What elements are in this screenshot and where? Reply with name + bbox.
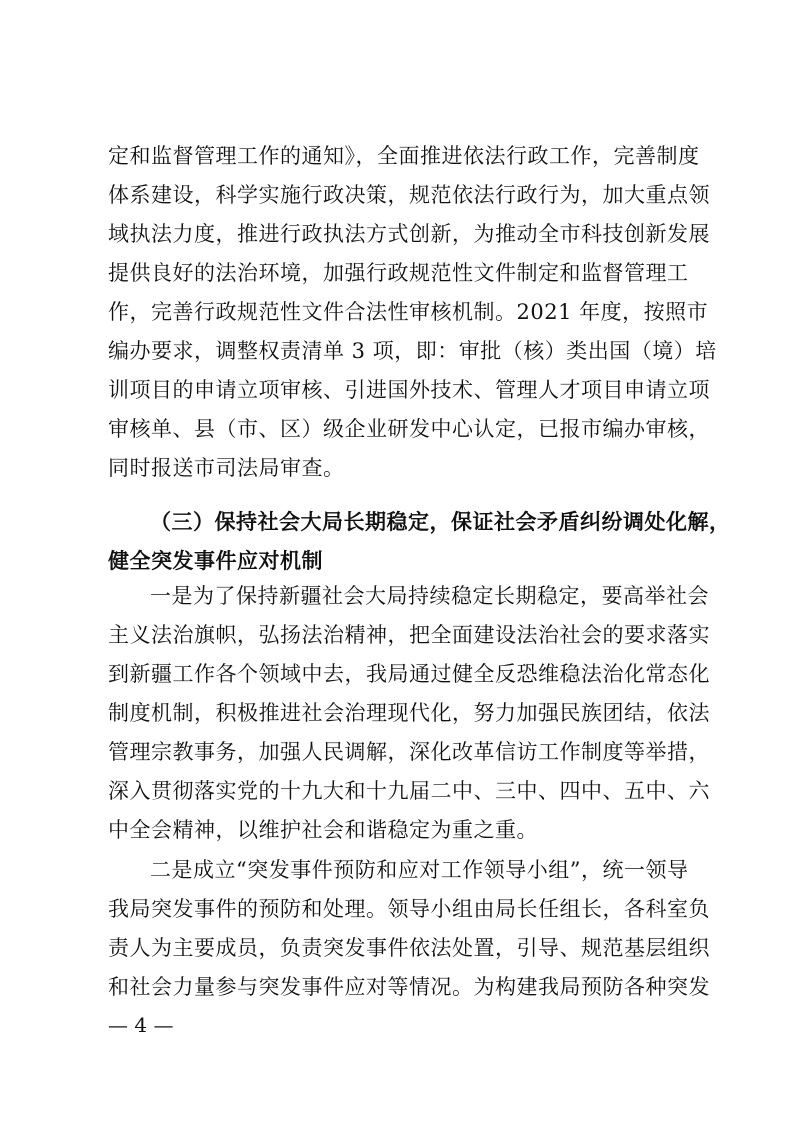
text-line: 定和监督管理工作的通知》，全面推进依法行政工作，完善制度: [108, 144, 700, 168]
text-line: 同时报送市司法局审查。: [108, 456, 345, 480]
text-line: 域执法力度，推进行政执法方式创新，为推动全市科技创新发展: [108, 222, 710, 246]
text-line: 和社会力量参与突发事件应对等情况。为构建我局预防各种突发: [108, 975, 710, 999]
paragraph-emergency-response: [108, 851, 710, 1007]
heading-line: （三）保持社会大局长期稳定，保证社会矛盾纠纷调处化解，: [150, 510, 731, 534]
text-line: 我局突发事件的预防和处理。领导小组由局长任组长，各科室负: [108, 897, 710, 921]
paragraph-legal-administration: [108, 137, 717, 488]
text-line: 编办要求，调整权责清单 3 项，即：审批（核）类出国（境）培: [108, 339, 717, 363]
text-line: 深入贯彻落实党的十九大和十九届二中、三中、四中、五中、六: [108, 779, 710, 803]
section-heading: [108, 503, 731, 581]
paragraph-social-stability: [108, 577, 710, 850]
text-line: 到新疆工作各个领域中去，我局通过健全反恐维稳法治化常态化: [108, 662, 710, 686]
text-line: 训项目的申请立项审核、引进国外技术、管理人才项目申请立项: [108, 378, 710, 402]
text-line: 体系建设，科学实施行政决策，规范依法行政行为，加大重点领: [108, 183, 710, 207]
text-line: 提供良好的法治环境，加强行政规范性文件制定和监督管理工: [108, 261, 689, 285]
text-line: 责人为主要成员，负责突发事件依法处置，引导、规范基层组织: [108, 936, 710, 960]
text-line: 制度机制，积极推进社会治理现代化，努力加强民族团结，依法: [108, 701, 710, 725]
page-number: — 4 —: [108, 1013, 174, 1037]
text-line: 作，完善行政规范性文件合法性审核机制。2021 年度，按照市: [108, 300, 709, 324]
text-line: 中全会精神，以维护社会和谐稳定为重之重。: [108, 818, 538, 842]
text-line: 审核单、县（市、区）级企业研发中心认定，已报市编办审核，: [108, 417, 710, 441]
text-line: 管理宗教事务，加强人民调解，深化改革信访工作制度等举措，: [108, 740, 710, 764]
text-line: 主义法治旗帜，弘扬法治精神，把全面建设法治社会的要求落实: [108, 623, 710, 647]
text-line: 二是成立“突发事件预防和应对工作领导小组”，统一领导: [150, 858, 689, 882]
heading-line: 健全突发事件应对机制: [108, 549, 323, 573]
text-line: 一是为了保持新疆社会大局持续稳定长期稳定，要高举社会: [150, 584, 709, 608]
